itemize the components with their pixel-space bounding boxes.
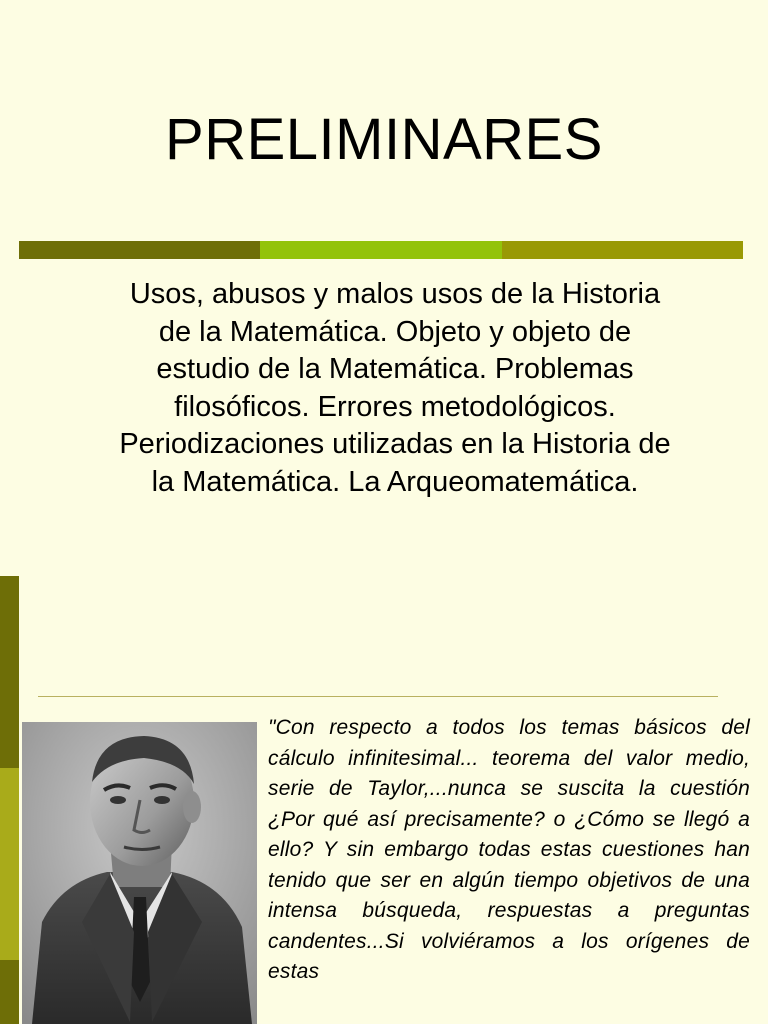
- side-segment-dark: [0, 576, 19, 768]
- content-rule: [38, 696, 718, 697]
- quote-text: "Con respecto a todos los temas básicos del cálculo infinitesimal... teorema del valor medio, serie de Taylor,...nunca se suscita la cuestión ¿Por qué así precisamente? o ¿Cómo se llegó a ello? Y sin embargo todas estas cuestiones han tenido que ser en algún tiempo objetivos de una intensa búsqueda, respuestas a preguntas candentes...Si volviéramos a los orígenes de estas: [268, 716, 750, 983]
- side-accent-bar: [0, 576, 19, 1024]
- side-segment-light: [0, 768, 19, 960]
- divider-segment-dark: [19, 241, 260, 259]
- slide-title: PRELIMINARES: [165, 107, 603, 172]
- slide-subtitle: Usos, abusos y malos usos de la Historia de la Matemática. Objeto y objeto de estudio de la Matemática. Problemas filosóficos. Errores metodológicos. Periodizaciones utilizadas en la Historia de la Matemática. La Arqueomatemática.: [119, 278, 671, 498]
- title-divider-bar: [19, 241, 743, 259]
- divider-segment-lime: [260, 241, 501, 259]
- portrait-photo: [22, 722, 257, 1024]
- side-segment-dark-bottom: [0, 960, 19, 1024]
- divider-segment-olive: [502, 241, 743, 259]
